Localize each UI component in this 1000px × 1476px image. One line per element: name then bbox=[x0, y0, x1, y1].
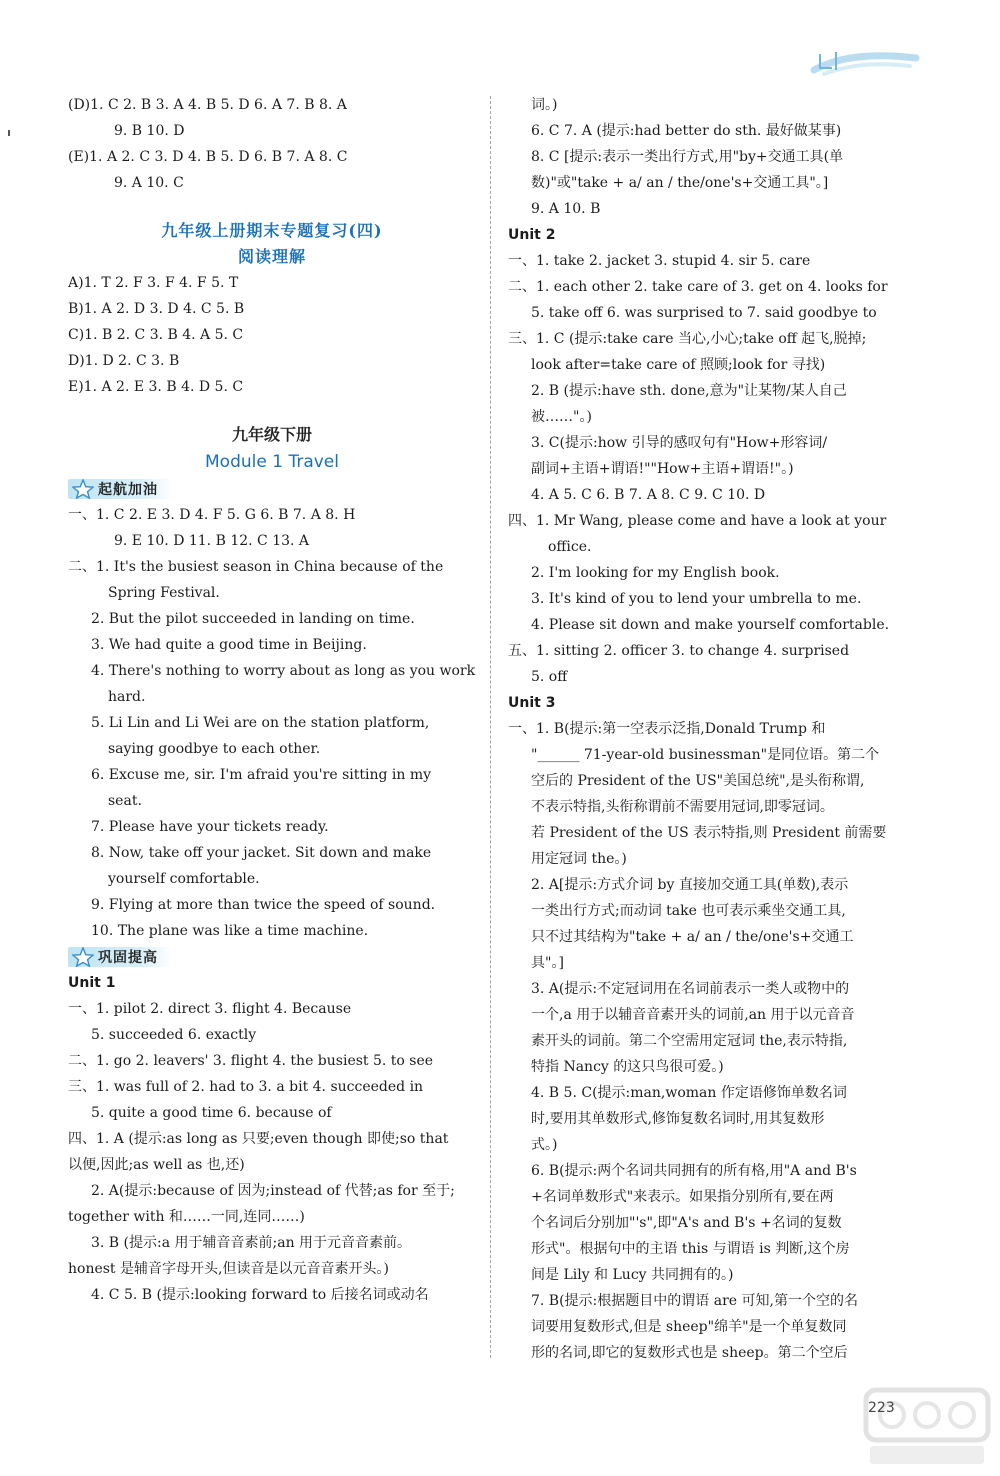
answer-line: 2. B (提示:have sth. done,意为"让某物/某人自己 bbox=[531, 383, 847, 399]
answer-line: 6. C 7. A (提示:had better do sth. 最好做某事) bbox=[531, 123, 842, 139]
answer-line: 5. Li Lin and Li Wei are on the station platform, bbox=[91, 715, 430, 731]
review-subtitle: 阅读理解 bbox=[237, 247, 306, 266]
answer-line: saying goodbye to each other. bbox=[108, 741, 321, 757]
answer-line: 五、1. sitting 2. officer 3. to change 4. surprised bbox=[508, 643, 850, 659]
answer-line: C)1. B 2. C 3. B 4. A 5. C bbox=[68, 327, 244, 343]
answer-line: 7. Please have your tickets ready. bbox=[91, 819, 329, 835]
unit-heading: Unit 3 bbox=[508, 695, 556, 711]
page-number: 223 bbox=[868, 1400, 895, 1416]
answer-line: 6. B(提示:两个名词共同拥有的所有格,用"A and B's bbox=[531, 1163, 857, 1179]
answer-line: 只不过其结构为"take + a/ an / the/one's+交通工 bbox=[531, 929, 854, 945]
module-title: Module 1 Travel bbox=[205, 452, 339, 472]
answer-line: 数)"或"take + a/ an / the/one's+交通工具"。] bbox=[531, 175, 829, 191]
answer-line: (E)1. A 2. C 3. D 4. B 5. D 6. B 7. A 8. C bbox=[68, 149, 348, 165]
right-column bbox=[508, 92, 913, 1366]
answer-line: 特指 Nancy 的这只鸟很可爱。) bbox=[531, 1059, 724, 1075]
answer-line: 5. quite a good time 6. because of bbox=[91, 1105, 332, 1121]
answer-line: 2. I'm looking for my English book. bbox=[531, 565, 780, 581]
answer-line: 若 President of the US 表示特指,则 President 前需要 bbox=[531, 825, 887, 841]
answer-line: 二、1. It's the busiest season in China because of the bbox=[68, 559, 444, 575]
review-title: 九年级上册期末专题复习(四) bbox=[161, 221, 383, 240]
answer-line: 一、1. B(提示:第一空表示泛指,Donald Trump 和 bbox=[508, 721, 826, 737]
answer-line: 4. Please sit down and make yourself comfortable. bbox=[531, 617, 890, 633]
answer-line: A)1. T 2. F 3. F 4. F 5. T bbox=[68, 275, 239, 291]
unit-heading: Unit 1 bbox=[68, 975, 116, 991]
answer-line: 形的名词,即它的复数形式也是 sheep。第二个空后 bbox=[531, 1345, 848, 1361]
column-divider bbox=[490, 96, 491, 1358]
answer-line: (D)1. C 2. B 3. A 4. B 5. D 6. A 7. B 8. A bbox=[68, 97, 347, 113]
answer-line: D)1. D 2. C 3. B bbox=[68, 353, 180, 369]
section-label: 起航加油 bbox=[98, 482, 158, 498]
answer-line: look after=take care of 照顾;look for 寻找) bbox=[531, 357, 826, 373]
answer-line: 副词+主语+谓语!""How+主语+谓语!"。) bbox=[531, 461, 794, 477]
swoosh-icon bbox=[810, 44, 920, 80]
answer-line: 2. But the pilot succeeded in landing on time. bbox=[91, 611, 415, 627]
answer-line: 8. C [提示:表示一类出行方式,用"by+交通工具(单 bbox=[531, 149, 844, 165]
answer-line: 3. A(提示:不定冠词用在名词前表示一类人或物中的 bbox=[531, 981, 850, 997]
answer-line: 2. A[提示:方式介词 by 直接加交通工具(单数),表示 bbox=[531, 877, 849, 893]
answer-line: 被……"。) bbox=[531, 409, 592, 425]
answer-line: B)1. A 2. D 3. D 4. C 5. B bbox=[68, 301, 245, 317]
answer-line: 具"。] bbox=[531, 955, 564, 971]
margin-mark bbox=[8, 130, 10, 136]
unit-heading: Unit 2 bbox=[508, 227, 556, 243]
answer-line: 3. B (提示:a 用于辅音音素前;an 用于元音音素前。 bbox=[91, 1235, 412, 1251]
answer-line: 3. C(提示:how 引导的感叹句有"How+形容词/ bbox=[531, 435, 828, 451]
section-label: 巩固提高 bbox=[98, 950, 158, 966]
answer-line: 四、1. A (提示:as long as 只要;even though 即使;so that bbox=[68, 1131, 449, 1147]
answer-line: 7. B(提示:根据题目中的谓语 are 可知,第一个空的名 bbox=[531, 1293, 858, 1309]
answer-line: hard. bbox=[108, 689, 146, 705]
answer-line: 8. Now, take off your jacket. Sit down and make bbox=[91, 845, 432, 861]
answer-line: 9. B 10. D bbox=[114, 123, 185, 139]
answer-line: 用定冠词 the。) bbox=[531, 851, 627, 867]
answer-line: 词要用复数形式,但是 sheep"绵羊"是一个单复数同 bbox=[531, 1319, 847, 1335]
answer-line: 空后的 President of the US"美国总统",是头衔称谓, bbox=[531, 773, 865, 789]
answer-line: 以便,因此;as well as 也,还) bbox=[68, 1157, 245, 1173]
section-tag-consolidate bbox=[68, 944, 476, 970]
answer-line: Spring Festival. bbox=[108, 585, 220, 601]
answer-line: 9. Flying at more than twice the speed of sound. bbox=[91, 897, 436, 913]
answer-line: office. bbox=[548, 539, 592, 555]
answer-line: 3. It's kind of you to lend your umbrella to me. bbox=[531, 591, 862, 607]
section-tag-start bbox=[68, 476, 476, 502]
answer-line: 4. B 5. C(提示:man,woman 作定语修饰单数名词 bbox=[531, 1085, 847, 1101]
answer-line: 一类出行方式;而动词 take 也可表示乘坐交通工具, bbox=[531, 903, 846, 919]
star-icon bbox=[72, 947, 94, 967]
left-column bbox=[68, 92, 476, 1308]
answer-line: 形式"。根据句中的主语 this 与谓语 is 判断,这个房 bbox=[531, 1241, 850, 1257]
answer-line: 5. off bbox=[531, 669, 568, 685]
answer-line: 四、1. Mr Wang, please come and have a look at your bbox=[508, 513, 887, 529]
answer-line: 9. E 10. D 11. B 12. C 13. A bbox=[114, 533, 310, 549]
answer-line: 9. A 10. C bbox=[114, 175, 184, 191]
answer-line: 4. C 5. B (提示:looking forward to 后接名词或动名 bbox=[91, 1287, 429, 1303]
answer-line: 不表示特指,头衔称谓前不需要用冠词,即零冠词。 bbox=[531, 799, 834, 815]
answer-line: 10. The plane was like a time machine. bbox=[91, 923, 369, 939]
answer-line: 间是 Lily 和 Lucy 共同拥有的。) bbox=[531, 1267, 734, 1283]
answer-line: 4. A 5. C 6. B 7. A 8. C 9. C 10. D bbox=[531, 487, 766, 503]
answer-line: 9. A 10. B bbox=[531, 201, 601, 217]
answer-line: 4. There's nothing to worry about as long as you work bbox=[91, 663, 476, 679]
answer-line: 二、1. each other 2. take care of 3. get on 4. looks for bbox=[508, 279, 888, 295]
answer-line: +名词单数形式"来表示。如果指分别所有,要在两 bbox=[531, 1189, 834, 1205]
answer-line: yourself comfortable. bbox=[108, 871, 260, 887]
answer-line: 一个,a 用于以辅音音素开头的词前,an 用于以元音音 bbox=[531, 1007, 855, 1023]
answer-line: together with 和……一同,连同……) bbox=[68, 1209, 305, 1225]
answer-line: 素开头的词前。第二个空需用定冠词 the,表示特指, bbox=[531, 1033, 848, 1049]
answer-line: 2. A(提示:because of 因为;instead of 代替;as for 至于; bbox=[91, 1183, 455, 1199]
answer-line: 式。) bbox=[531, 1137, 558, 1153]
star-icon bbox=[72, 479, 94, 499]
book-title: 九年级下册 bbox=[231, 425, 312, 444]
answer-line: E)1. A 2. E 3. B 4. D 5. C bbox=[68, 379, 244, 395]
answer-line: 个名词后分别加"'s",即"A's and B's +名词的复数 bbox=[531, 1215, 842, 1231]
answer-line: 一、1. C 2. E 3. D 4. F 5. G 6. B 7. A 8. H bbox=[68, 507, 356, 523]
answer-line: 5. take off 6. was surprised to 7. said goodbye to bbox=[531, 305, 877, 321]
answer-line: 6. Excuse me, sir. I'm afraid you're sitting in my bbox=[91, 767, 432, 783]
answer-line: 3. We had quite a good time in Beijing. bbox=[91, 637, 367, 653]
answer-line: 一、1. take 2. jacket 3. stupid 4. sir 5. care bbox=[508, 253, 811, 269]
answer-line: "______ 71-year-old businessman"是同位语。第二个 bbox=[531, 747, 880, 763]
answer-line: 5. succeeded 6. exactly bbox=[91, 1027, 257, 1043]
watermark-logo bbox=[862, 1384, 992, 1470]
answer-line: honest 是辅音字母开头,但读音是以元音音素开头。) bbox=[68, 1261, 389, 1277]
answer-line: 一、1. pilot 2. direct 3. flight 4. Because bbox=[68, 1001, 352, 1017]
answer-line: seat. bbox=[108, 793, 142, 809]
answer-line: 时,要用其单数形式,修饰复数名词时,用其复数形 bbox=[531, 1111, 825, 1127]
answer-line: 三、1. C (提示:take care 当心,小心;take off 起飞,脱掉; bbox=[508, 331, 867, 347]
answer-line: 三、1. was full of 2. had to 3. a bit 4. succeeded in bbox=[68, 1079, 424, 1095]
answer-line: 二、1. go 2. leavers' 3. flight 4. the busiest 5. to see bbox=[68, 1053, 434, 1069]
answer-line: 词。) bbox=[531, 97, 558, 113]
